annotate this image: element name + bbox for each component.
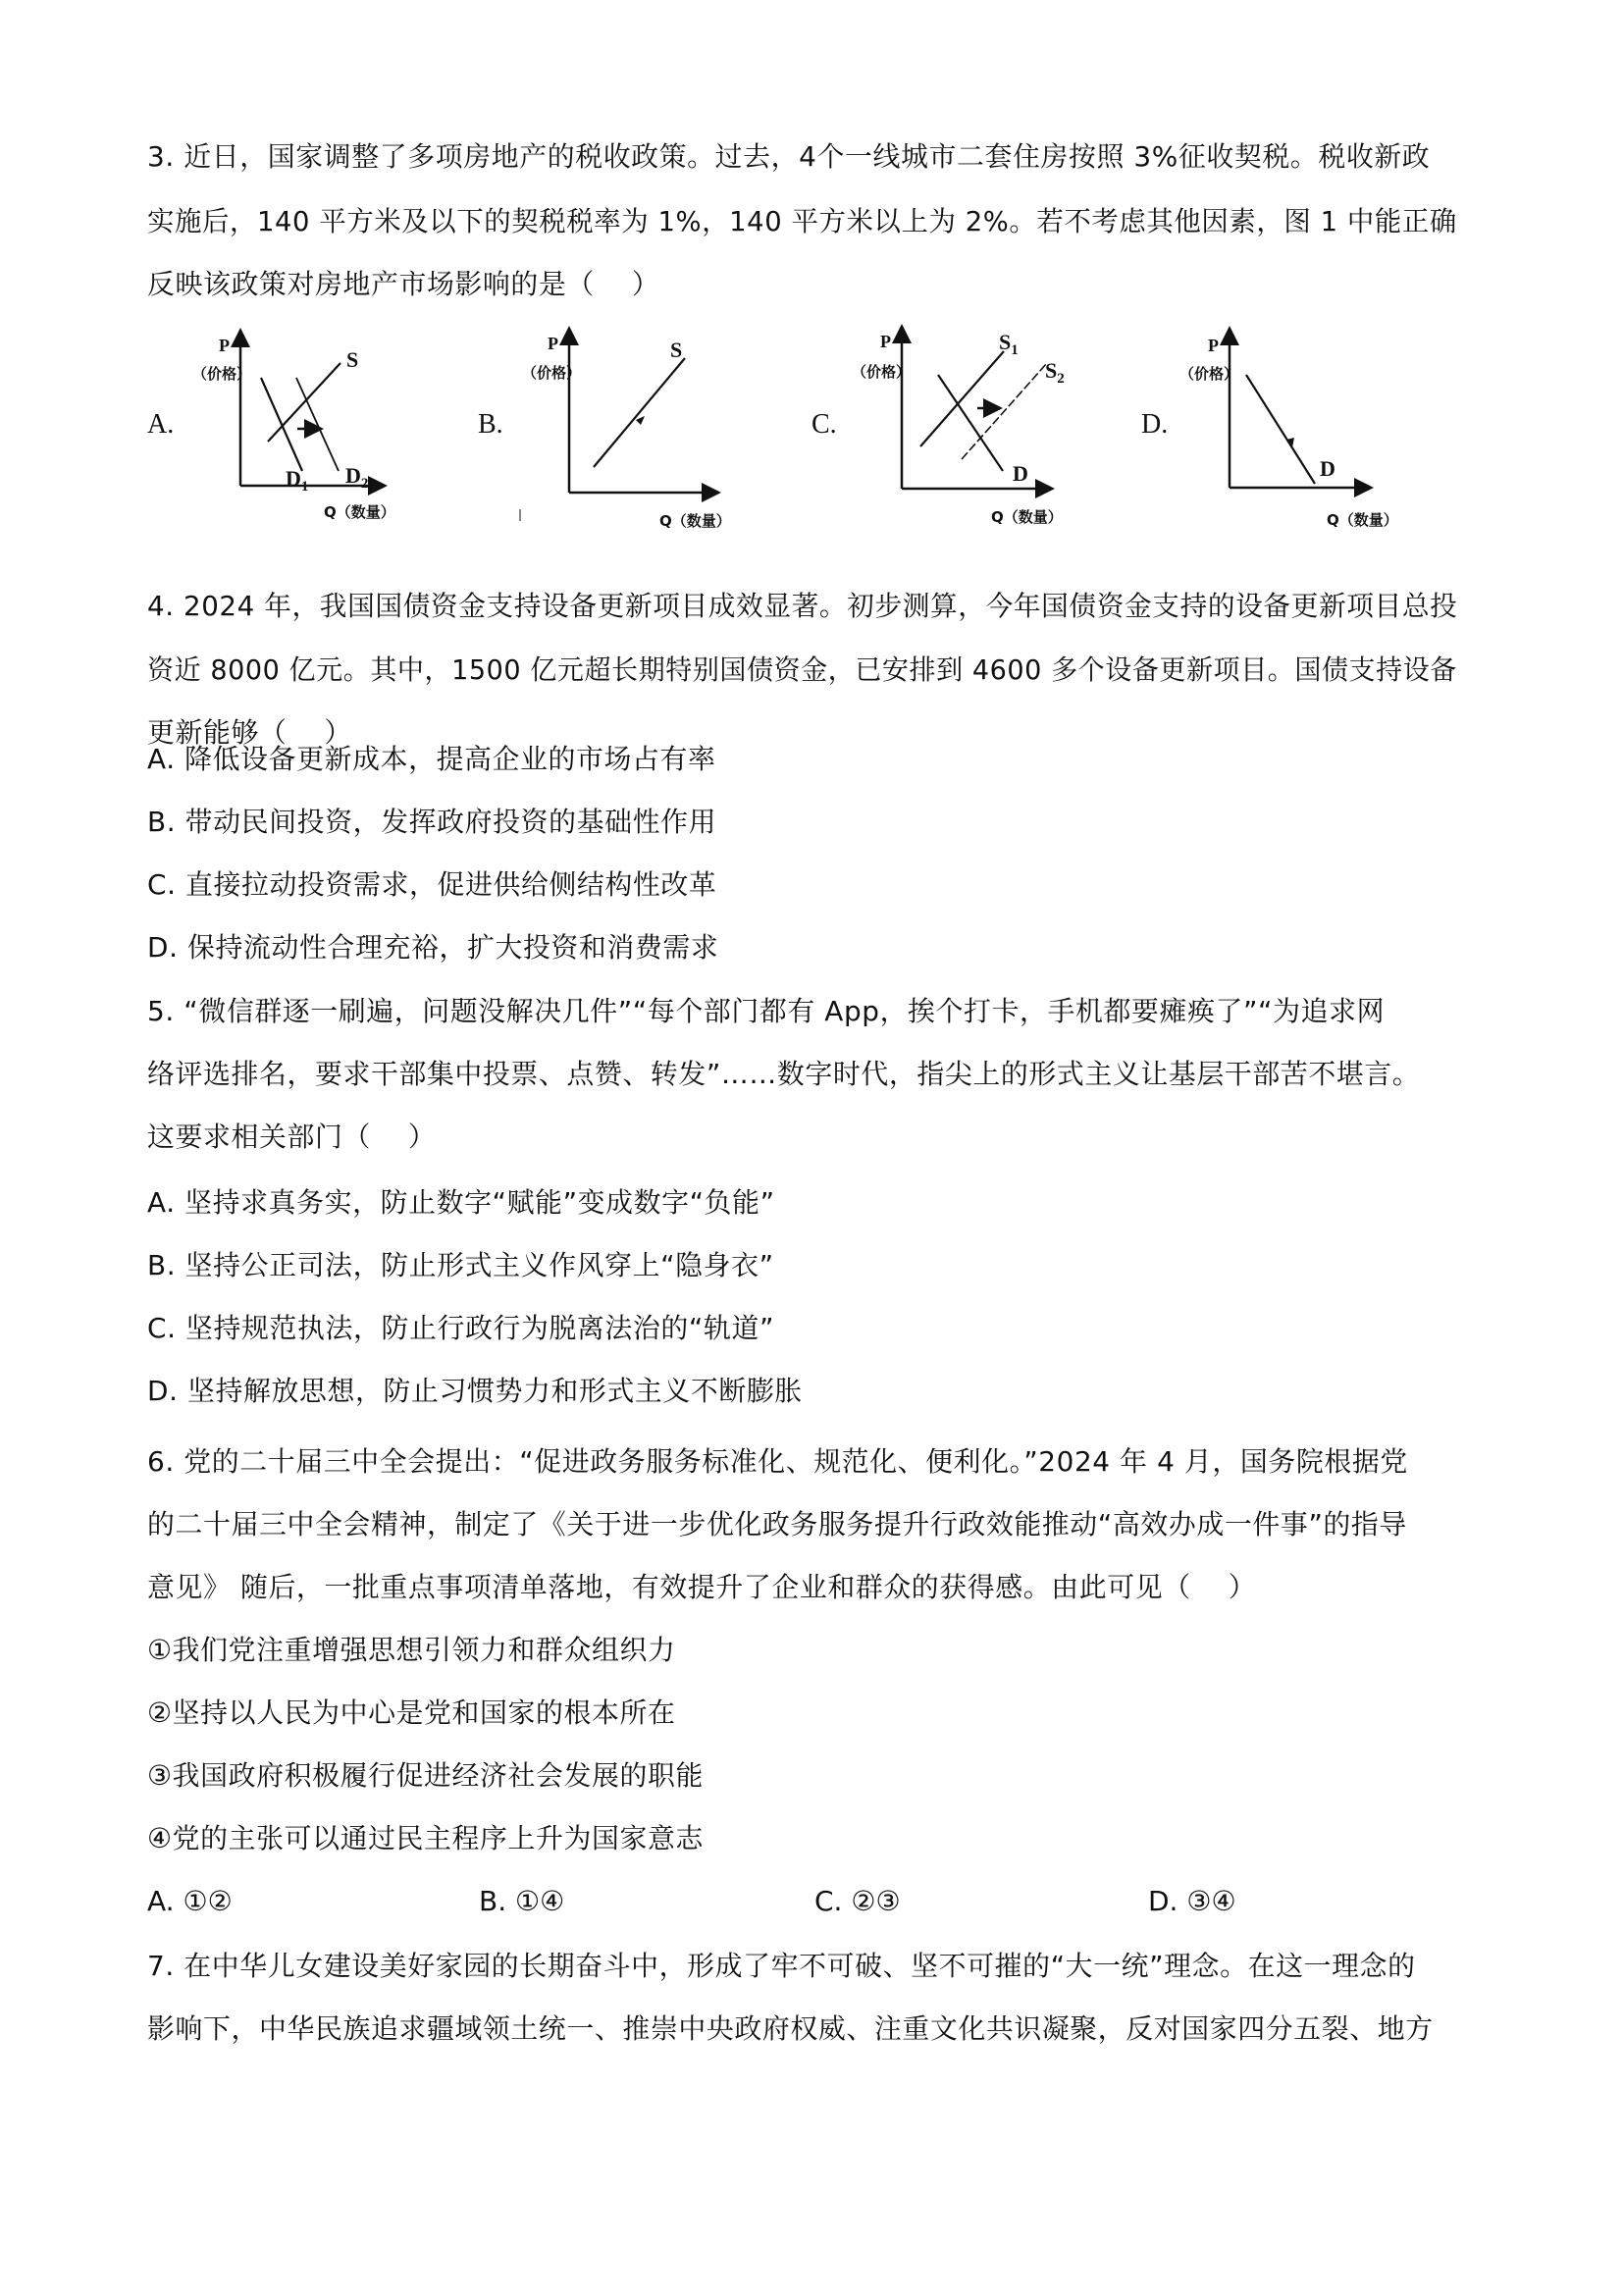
y-axis-caption: （价格） — [1179, 365, 1239, 383]
question-5-stem-line-1: 5. “微信群逐一刷遍，问题没解决几件”“每个部门都有 App，挨个打卡，手机都要瘫痪了”“为追求网 — [147, 995, 1386, 1027]
graph-c — [844, 324, 1079, 530]
scan-artifact-mark — [519, 509, 521, 521]
graph-option-d-label: D. — [1141, 409, 1169, 440]
question-5-option-b[interactable]: B. 坚持公正司法，防止形式主义作风穿上“隐身衣” — [147, 1249, 774, 1281]
question-6-statement-1: ①我们党注重增强思想引领力和群众组织力 — [147, 1634, 676, 1666]
curve-label-d2: $D_2$ — [345, 463, 369, 492]
question-6-statement-3: ③我国政府积极履行促进经济社会发展的职能 — [147, 1759, 705, 1792]
y-axis-symbol: P — [1208, 336, 1219, 355]
question-5-option-c[interactable]: C. 坚持规范执法，防止行政行为脱离法治的“轨道” — [147, 1312, 775, 1344]
y-axis-caption: （价格） — [192, 365, 252, 383]
x-axis-caption: Q（数量） — [659, 512, 731, 530]
question-6-option-b[interactable]: B. ①④ — [479, 1885, 565, 1917]
curve-label-s2: $S_2$ — [1045, 358, 1065, 387]
question-6-option-c[interactable]: C. ②③ — [814, 1885, 901, 1917]
question-6-option-d[interactable]: D. ③④ — [1148, 1885, 1236, 1917]
y-axis-symbol: P — [219, 336, 230, 355]
graph-option-c-label: C. — [812, 409, 837, 440]
graph-option-b-label: B. — [478, 409, 503, 440]
curve-label-d: D — [1013, 461, 1028, 486]
x-axis-caption: Q（数量） — [1327, 511, 1398, 529]
y-axis-symbol: P — [548, 334, 558, 353]
question-4-option-d[interactable]: D. 保持流动性合理充裕，扩大投资和消费需求 — [147, 931, 719, 964]
supply-curve-s2 — [962, 363, 1047, 459]
y-axis-caption: （价格） — [852, 363, 912, 381]
question-5-option-a[interactable]: A. 坚持求真务实，防止数字“赋能”变成数字“负能” — [147, 1186, 775, 1219]
supply-curve-s — [594, 358, 685, 467]
question-6-stem-line-1: 6. 党的二十届三中全会提出：“促进政务服务标准化、规范化、便利化。”2024 年 4 月，国务院根据党 — [147, 1445, 1408, 1478]
y-axis-caption: （价格） — [522, 364, 582, 382]
graph-option-a-label: A. — [147, 409, 175, 440]
curve-label-s: S — [346, 347, 359, 372]
question-4-option-b[interactable]: B. 带动民间投资，发挥政府投资的基础性作用 — [147, 806, 717, 838]
curve-label-s: S — [670, 338, 683, 362]
curve-label-s1: $S_1$ — [999, 330, 1019, 358]
question-4-stem-line-1: 4. 2024 年，我国国债资金支持设备更新项目成效显著。初步测算，今年国债资金支持的设备更新项目总投 — [147, 590, 1458, 622]
question-3-stem-line-3: 反映该政策对房地产市场影响的是（ ） — [147, 268, 660, 300]
question-7-stem-line-1: 7. 在中华儿女建设美好家园的长期奋斗中，形成了牢不可破、坚不可摧的“大一统”理念。在这一理念的 — [147, 1950, 1416, 1982]
movement-arrow-icon — [636, 416, 645, 425]
question-3-stem-line-2: 实施后，140 平方米及以下的契税税率为 1%，140 平方米以上为 2%。若不考虑其他因素，图 1 中能正确 — [147, 205, 1457, 237]
question-5-option-d[interactable]: D. 坚持解放思想，防止习惯势力和形式主义不断膨胀 — [147, 1375, 803, 1407]
question-5-stem-line-3: 这要求相关部门（ ） — [147, 1121, 437, 1153]
x-axis-caption: Q（数量） — [991, 508, 1063, 526]
graph-d — [1178, 324, 1413, 530]
question-6-stem-line-2: 的二十届三中全会精神，制定了《关于进一步优化政务服务提升行政效能推动“高效办成一件事”的指导 — [147, 1508, 1407, 1540]
demand-curve-d1 — [261, 378, 302, 471]
question-6-option-a[interactable]: A. ①② — [147, 1885, 233, 1917]
question-4-option-a[interactable]: A. 降低设备更新成本，提高企业的市场占有率 — [147, 743, 716, 775]
graph-b — [510, 324, 736, 530]
y-axis-symbol: P — [880, 332, 891, 351]
question-7-stem-line-2: 影响下，中华民族追求疆域领土统一、推崇中央政府权威、注重文化共识凝聚，反对国家四分五裂、地方 — [147, 2012, 1434, 2045]
demand-curve-d — [1246, 375, 1315, 484]
supply-curve-s1 — [920, 351, 1004, 446]
curve-label-d1: $D_1$ — [286, 466, 309, 495]
question-4-stem-line-3: 更新能够（ ） — [147, 716, 352, 749]
x-axis-caption: Q（数量） — [324, 503, 395, 521]
question-6-statement-4: ④党的主张可以通过民主程序上升为国家意志 — [147, 1822, 705, 1854]
question-3-stem-line-1: 3. 近日，国家调整了多项房地产的税收政策。过去，4个一线城市二套住房按照 3%征收契税。税收新政 — [147, 140, 1431, 173]
demand-curve-d2 — [296, 378, 339, 471]
question-6-stem-line-3: 意见》 随后，一批重点事项清单落地，有效提升了企业和群众的获得感。由此可见（ ） — [147, 1571, 1257, 1603]
graph-a — [177, 324, 402, 530]
question-4-option-c[interactable]: C. 直接拉动投资需求，促进供给侧结构性改革 — [147, 868, 717, 901]
question-5-stem-line-2: 络评选排名，要求干部集中投票、点赞、转发”……数字时代，指尖上的形式主义让基层干部苦不堪言。 — [147, 1058, 1421, 1090]
curve-label-d: D — [1320, 456, 1335, 481]
question-4-stem-line-2: 资近 8000 亿元。其中，1500 亿元超长期特别国债资金，已安排到 4600 多个设备更新项目。国债支持设备 — [147, 653, 1457, 686]
question-6-statement-2: ②坚持以人民为中心是党和国家的根本所在 — [147, 1696, 676, 1729]
